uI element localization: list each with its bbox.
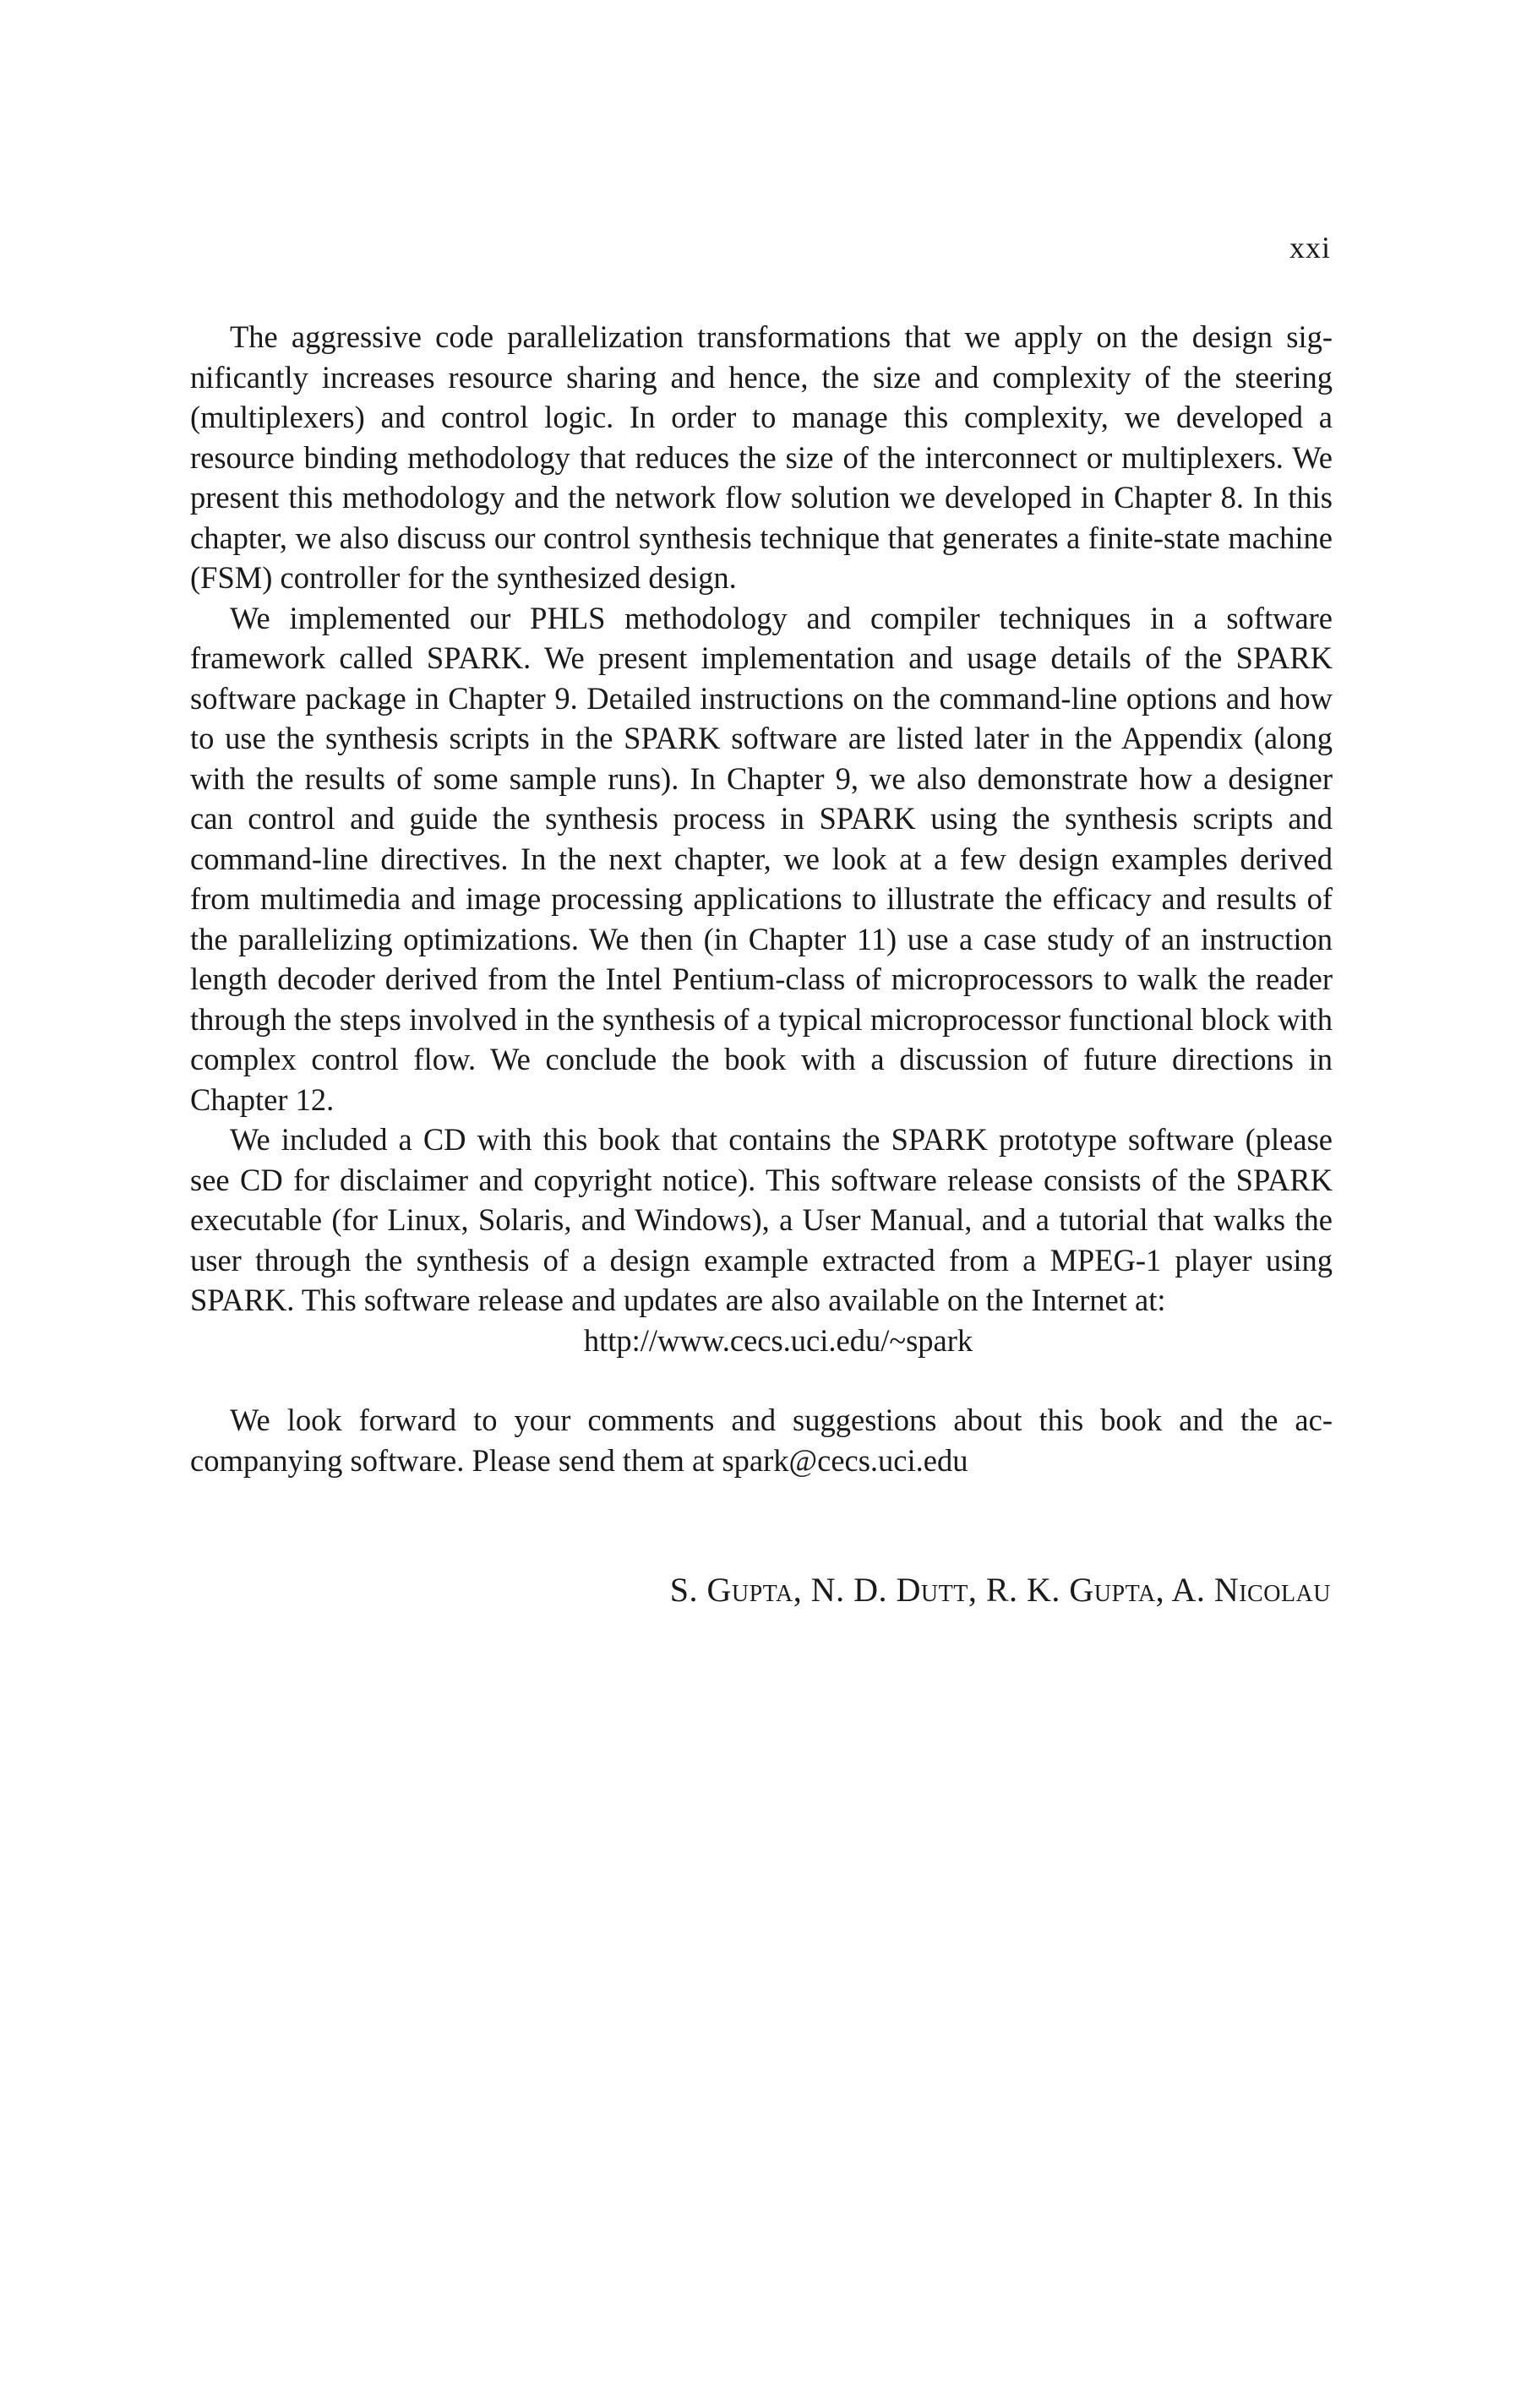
- paragraph-closing: We look forward to your comments and suggestions about this book and the accompanying software. Please send them at spark@cecs.uci.edu: [190, 1403, 1333, 1478]
- paragraph-cd-software: We included a CD with this book that contains the SPARK prototype software (please see CD for disclaimer and copyright notice). This software release consists of the SPARK executable (for Linux, Solaris, and Windows), a User Manual, and a tutorial that walks the user through the synthesis of a design example extracted from a MPEG-1 player using SPARK. This software release and updates are also available on the Internet at:: [190, 1122, 1333, 1317]
- paragraph-resource-binding: The aggressive code parallelization transformations that we apply on the design significantly increases resource sharing and hence, the size and complexity of the steering (multiplexers) and control logic. In order to manage this complexity, we developed a resource binding methodology that reduces the size of the interconnect or multiplexers. We present this methodology and the network flow solution we developed in Chapter 8. In this chapter, we also discuss our control synthesis technique that generates a finite-state machine (FSM) controller for the synthesized design.: [190, 319, 1333, 595]
- spark-url[interactable]: http://www.cecs.uci.edu/~spark: [583, 1322, 973, 1358]
- blank-line: [190, 1360, 1333, 1400]
- author-signature: S. Gupta, N. D. Dutt, R. K. Gupta, A. Nicolau: [669, 1571, 1331, 1609]
- page-number: xxi: [1289, 231, 1331, 264]
- paragraph-spark-framework: We implemented our PHLS methodology and compiler techniques in a software framework called SPARK. We present implementation and usage details of the SPARK software package in Chapter 9. Detailed instructions on the command-line options and how to use the synthesis scripts in the SPARK software are listed later in the Appendix (along with the results of some sample runs). In Chapter 9, we also demonstrate how a designer can control and guide the synthesis process in SPARK using the synthesis scripts and command-line directives. In the next chapter, we look at a few design examples derived from multimedia and image processing applications to illustrate the efficacy and results of the parallelizing optimizations. We then (in Chapter 11) use a case study of an instruction length decoder derived from the Intel Pentium-class of microprocessors to walk the reader through the steps involved in the synthesis of a typical microprocessor functional block with complex control flow. We conclude the book with a discussion of future directions in Chapter 12.: [190, 600, 1333, 1117]
- preface-body: [190, 317, 1333, 1480]
